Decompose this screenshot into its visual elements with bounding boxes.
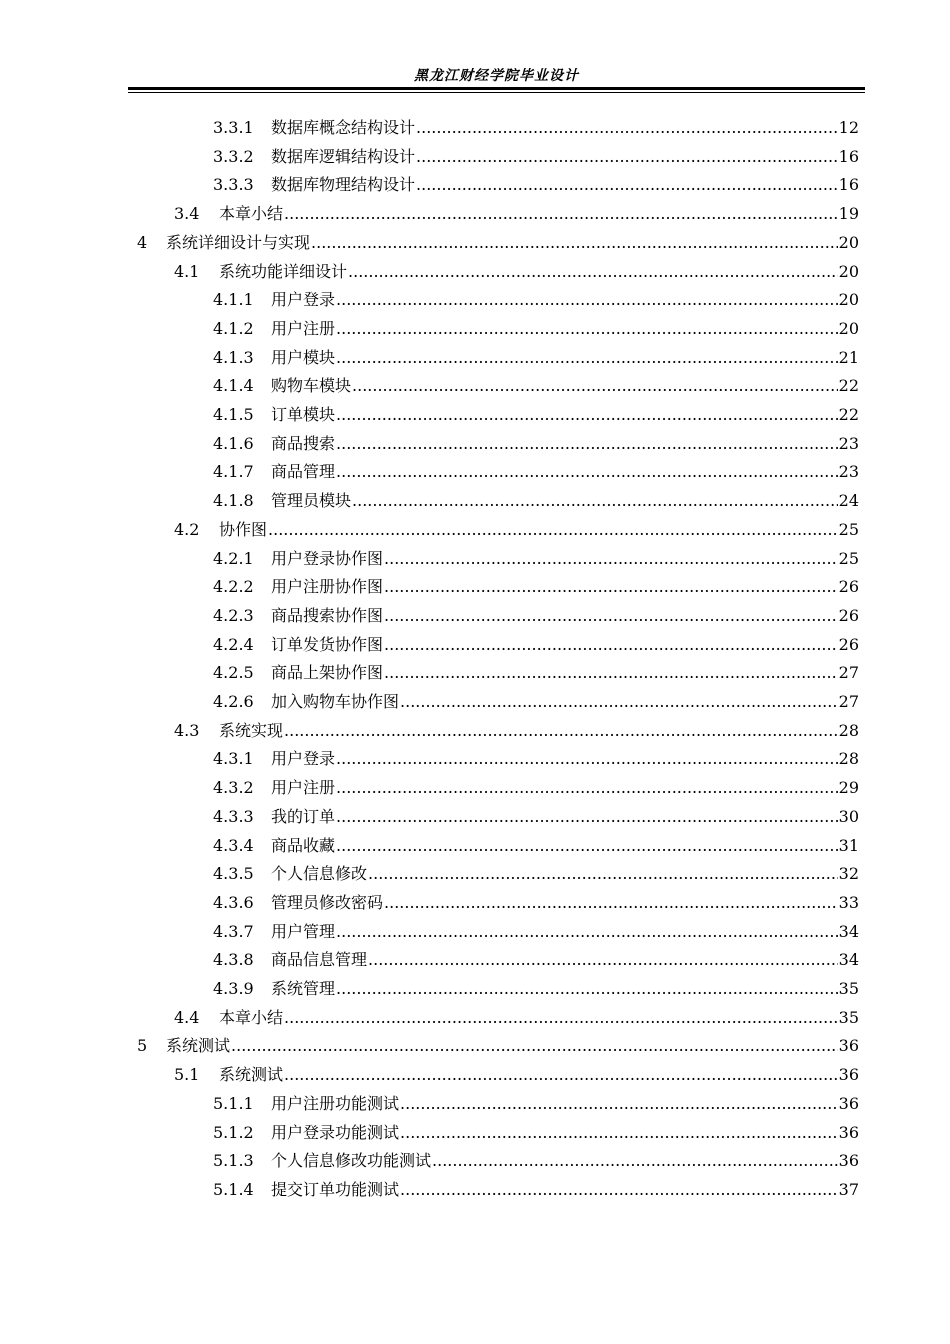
toc-entry[interactable] [213,889,859,917]
toc-entry-number: 4.1.7 [213,462,254,482]
toc-entry-page: 37 [838,1179,859,1199]
toc-entry-number: 5 [137,1036,148,1056]
toc-entry-title: 用户登录协作图 [271,548,384,568]
toc-leader-dots [336,745,838,773]
toc-entry-number: 4.3.5 [213,864,254,884]
toc-entry-title: 商品信息管理 [271,950,368,970]
toc-entry-title: 用户模块 [271,347,336,367]
toc-entry[interactable] [137,229,859,257]
toc-entry-title: 我的订单 [271,806,336,826]
toc-entry[interactable] [213,659,859,687]
toc-entry-page: 33 [838,892,859,912]
toc-leader-dots [336,286,838,314]
toc-entry-number: 5.1.3 [213,1151,254,1171]
toc-entry-number: 4 [137,232,148,252]
toc-entry-page: 16 [838,175,859,195]
toc-entry-number: 4.2.1 [213,548,254,568]
toc-entry[interactable] [213,573,859,601]
toc-entry-title: 本章小结 [219,1007,284,1027]
toc-leader-dots [336,774,838,802]
toc-entry[interactable] [213,286,859,314]
toc-entry-title: 用户注册功能测试 [271,1093,400,1113]
toc-leader-dots [336,344,838,372]
toc-entry-title: 用户登录功能测试 [271,1122,400,1142]
toc-entry[interactable] [174,200,859,228]
toc-leader-dots [384,659,838,687]
toc-entry-title: 数据库物理结构设计 [271,175,416,195]
toc-entry-page: 30 [838,806,859,826]
toc-entry[interactable] [213,458,859,486]
toc-entry-page: 34 [838,921,859,941]
toc-entry-title: 系统实现 [219,720,284,740]
toc-entry-number: 4.1.3 [213,347,254,367]
toc-entry-page: 28 [838,720,859,740]
toc-entry[interactable] [213,315,859,343]
toc-entry-page: 16 [838,146,859,166]
toc-leader-dots [384,889,838,917]
toc-entry-title: 订单发货协作图 [271,634,384,654]
toc-leader-dots [368,860,838,888]
toc-entry[interactable] [213,860,859,888]
toc-entry[interactable] [213,946,859,974]
toc-entry-number: 4.3.9 [213,979,254,998]
toc-entry-number: 4.3.7 [213,921,254,941]
toc-entry-page: 21 [838,347,859,367]
toc-entry-number: 4.3.6 [213,892,254,912]
toc-leader-dots [432,1147,838,1175]
toc-entry-number: 4.2.6 [213,692,254,711]
page-header-title: 黑龙江财经学院毕业设计 [414,68,579,84]
toc-entry-number: 5.1.2 [213,1122,254,1142]
toc-leader-dots [336,803,838,831]
toc-entry-number: 5.1 [174,1065,200,1085]
toc-leader-dots [352,372,838,400]
toc-entry-title: 用户登录 [271,749,336,769]
toc-entry-page: 27 [838,692,859,711]
toc-entry-number: 4.2 [174,519,200,539]
toc-leader-dots [336,430,838,458]
toc-entry[interactable] [213,1147,859,1175]
toc-leader-dots [284,717,838,745]
toc-entry-title: 数据库概念结构设计 [271,118,416,137]
toc-entry[interactable] [213,430,859,458]
toc-entry-number: 5.1.4 [213,1179,254,1199]
toc-entry-title: 协作图 [219,519,268,539]
toc-entry-page: 20 [838,318,859,338]
toc-entry-title: 商品搜索 [271,433,336,453]
toc-entry-title: 个人信息修改功能测试 [271,1151,432,1171]
toc-entry[interactable] [213,918,859,946]
toc-entry-page: 23 [838,433,859,453]
toc-entry[interactable] [213,688,859,716]
toc-entry-number: 4.2.3 [213,605,254,625]
toc-entry-page: 35 [838,1007,859,1027]
toc-leader-dots [268,516,838,544]
toc-entry-title: 购物车模块 [271,376,352,396]
toc-entry-page: 34 [838,950,859,970]
toc-entry-page: 23 [838,462,859,482]
toc-entry-number: 4.1 [174,261,200,281]
toc-leader-dots [400,1176,838,1204]
toc-entry-number: 4.3.2 [213,778,254,798]
toc-entry[interactable] [213,602,859,630]
toc-leader-dots [336,918,838,946]
toc-entry-page: 28 [838,749,859,769]
toc-entry-number: 3.4 [174,204,200,224]
toc-entry-page: 12 [838,118,859,137]
toc-entry-number: 4.3.8 [213,950,254,970]
toc-leader-dots [231,1032,838,1060]
toc-entry-number: 4.3 [174,720,200,740]
toc-entry-page: 25 [838,548,859,568]
toc-entry[interactable] [213,487,859,515]
toc-entry-title: 个人信息修改 [271,864,368,884]
toc-entry[interactable] [213,171,859,199]
toc-entry-page: 20 [838,261,859,281]
toc-entry-page: 20 [838,232,859,252]
toc-entry-page: 36 [838,1065,859,1085]
toc-entry[interactable] [137,1032,859,1060]
toc-entry-number: 4.1.8 [213,491,254,511]
toc-entry-title: 本章小结 [219,204,284,224]
toc-leader-dots [348,258,838,286]
toc-entry[interactable] [213,1176,859,1204]
toc-entry[interactable] [174,258,859,286]
toc-leader-dots [284,200,838,228]
toc-entry[interactable] [213,1119,859,1147]
toc-leader-dots [284,1061,838,1089]
toc-leader-dots [336,832,838,860]
toc-entry[interactable] [213,745,859,773]
toc-entry-number: 4.3.3 [213,806,254,826]
toc-entry-number: 4.2.2 [213,577,254,597]
toc-entry[interactable] [174,1061,859,1089]
toc-entry-page: 36 [838,1093,859,1113]
toc-entry-number: 4.3.1 [213,749,254,769]
toc-entry[interactable] [213,143,859,171]
toc-entry-number: 4.1.6 [213,433,254,453]
toc-entry-number: 4.4 [174,1007,200,1027]
toc-entry-number: 4.1.1 [213,290,254,310]
toc-entry[interactable] [213,975,859,1003]
toc-leader-dots [311,229,838,257]
toc-entry-page: 32 [838,864,859,884]
toc-entry-page: 26 [838,605,859,625]
toc-entry-page: 20 [838,290,859,310]
toc-leader-dots [416,171,838,199]
toc-entry-number: 4.1.5 [213,405,254,424]
toc-leader-dots [416,114,838,142]
toc-leader-dots [284,1004,838,1032]
toc-entry-number: 3.3.1 [213,118,254,137]
toc-leader-dots [400,1119,838,1147]
toc-entry-title: 用户注册协作图 [271,577,384,597]
toc-entry-page: 22 [838,376,859,396]
toc-entry[interactable] [213,774,859,802]
toc-entry-title: 加入购物车协作图 [271,692,400,711]
toc-entry-title: 商品收藏 [271,835,336,855]
toc-entry-title: 数据库逻辑结构设计 [271,146,416,166]
toc-entry[interactable] [174,516,859,544]
toc-entry[interactable] [213,631,859,659]
toc-entry-number: 3.3.3 [213,175,254,195]
toc-entry-title: 用户注册 [271,318,336,338]
toc-entry-number: 4.2.5 [213,663,254,683]
toc-entry-page: 19 [838,204,859,224]
header-rule-thick [128,87,865,90]
toc-leader-dots [384,602,838,630]
toc-entry-number: 4.1.2 [213,318,254,338]
toc-entry-page: 36 [838,1122,859,1142]
toc-entry-number: 4.2.4 [213,634,254,654]
toc-entry[interactable] [213,401,859,429]
toc-leader-dots [400,688,838,716]
toc-entry-title: 系统功能详细设计 [219,261,348,281]
toc-entry[interactable] [213,114,859,142]
toc-entry-title: 商品管理 [271,462,336,482]
toc-leader-dots [336,975,838,1003]
toc-entry-title: 用户登录 [271,290,336,310]
toc-leader-dots [336,458,838,486]
toc-leader-dots [400,1090,838,1118]
toc-entry-page: 36 [838,1036,859,1056]
toc-leader-dots [384,545,838,573]
toc-entry-title: 商品搜索协作图 [271,605,384,625]
toc-entry[interactable] [213,545,859,573]
toc-leader-dots [384,631,838,659]
toc-entry-title: 用户注册 [271,778,336,798]
toc-leader-dots [368,946,838,974]
toc-entry[interactable] [213,832,859,860]
toc-entry-title: 订单模块 [271,405,336,424]
toc-entry-number: 4.3.4 [213,835,254,855]
toc-entry-page: 24 [838,491,859,511]
toc-entry[interactable] [213,344,859,372]
toc-entry-title: 系统管理 [271,979,336,998]
toc-entry-title: 商品上架协作图 [271,663,384,683]
toc-entry[interactable] [174,717,859,745]
toc-entry-page: 27 [838,663,859,683]
toc-leader-dots [416,143,838,171]
toc-entry-title: 系统测试 [166,1036,231,1056]
toc-entry-page: 26 [838,577,859,597]
toc-entry-title: 系统测试 [219,1065,284,1085]
toc-leader-dots [352,487,838,515]
toc-entry[interactable] [213,1090,859,1118]
toc-entry[interactable] [213,803,859,831]
toc-leader-dots [384,573,838,601]
toc-entry[interactable] [213,372,859,400]
toc-entry[interactable] [174,1004,859,1032]
toc-entry-number: 3.3.2 [213,146,254,166]
toc-entry-title: 管理员模块 [271,491,352,511]
toc-entry-page: 35 [838,979,859,998]
toc-entry-title: 提交订单功能测试 [271,1179,400,1199]
toc-entry-title: 管理员修改密码 [271,892,384,912]
toc-entry-page: 31 [838,835,859,855]
toc-entry-page: 25 [838,519,859,539]
toc-entry-number: 5.1.1 [213,1093,254,1113]
toc-entry-number: 4.1.4 [213,376,254,396]
toc-leader-dots [336,315,838,343]
header-rule-thin [128,92,865,93]
toc-entry-title: 系统详细设计与实现 [166,232,311,252]
toc-entry-page: 36 [838,1151,859,1171]
toc-entry-page: 29 [838,778,859,798]
toc-entry-page: 26 [838,634,859,654]
toc-entry-title: 用户管理 [271,921,336,941]
toc-entry-page: 22 [838,405,859,424]
toc-leader-dots [336,401,838,429]
